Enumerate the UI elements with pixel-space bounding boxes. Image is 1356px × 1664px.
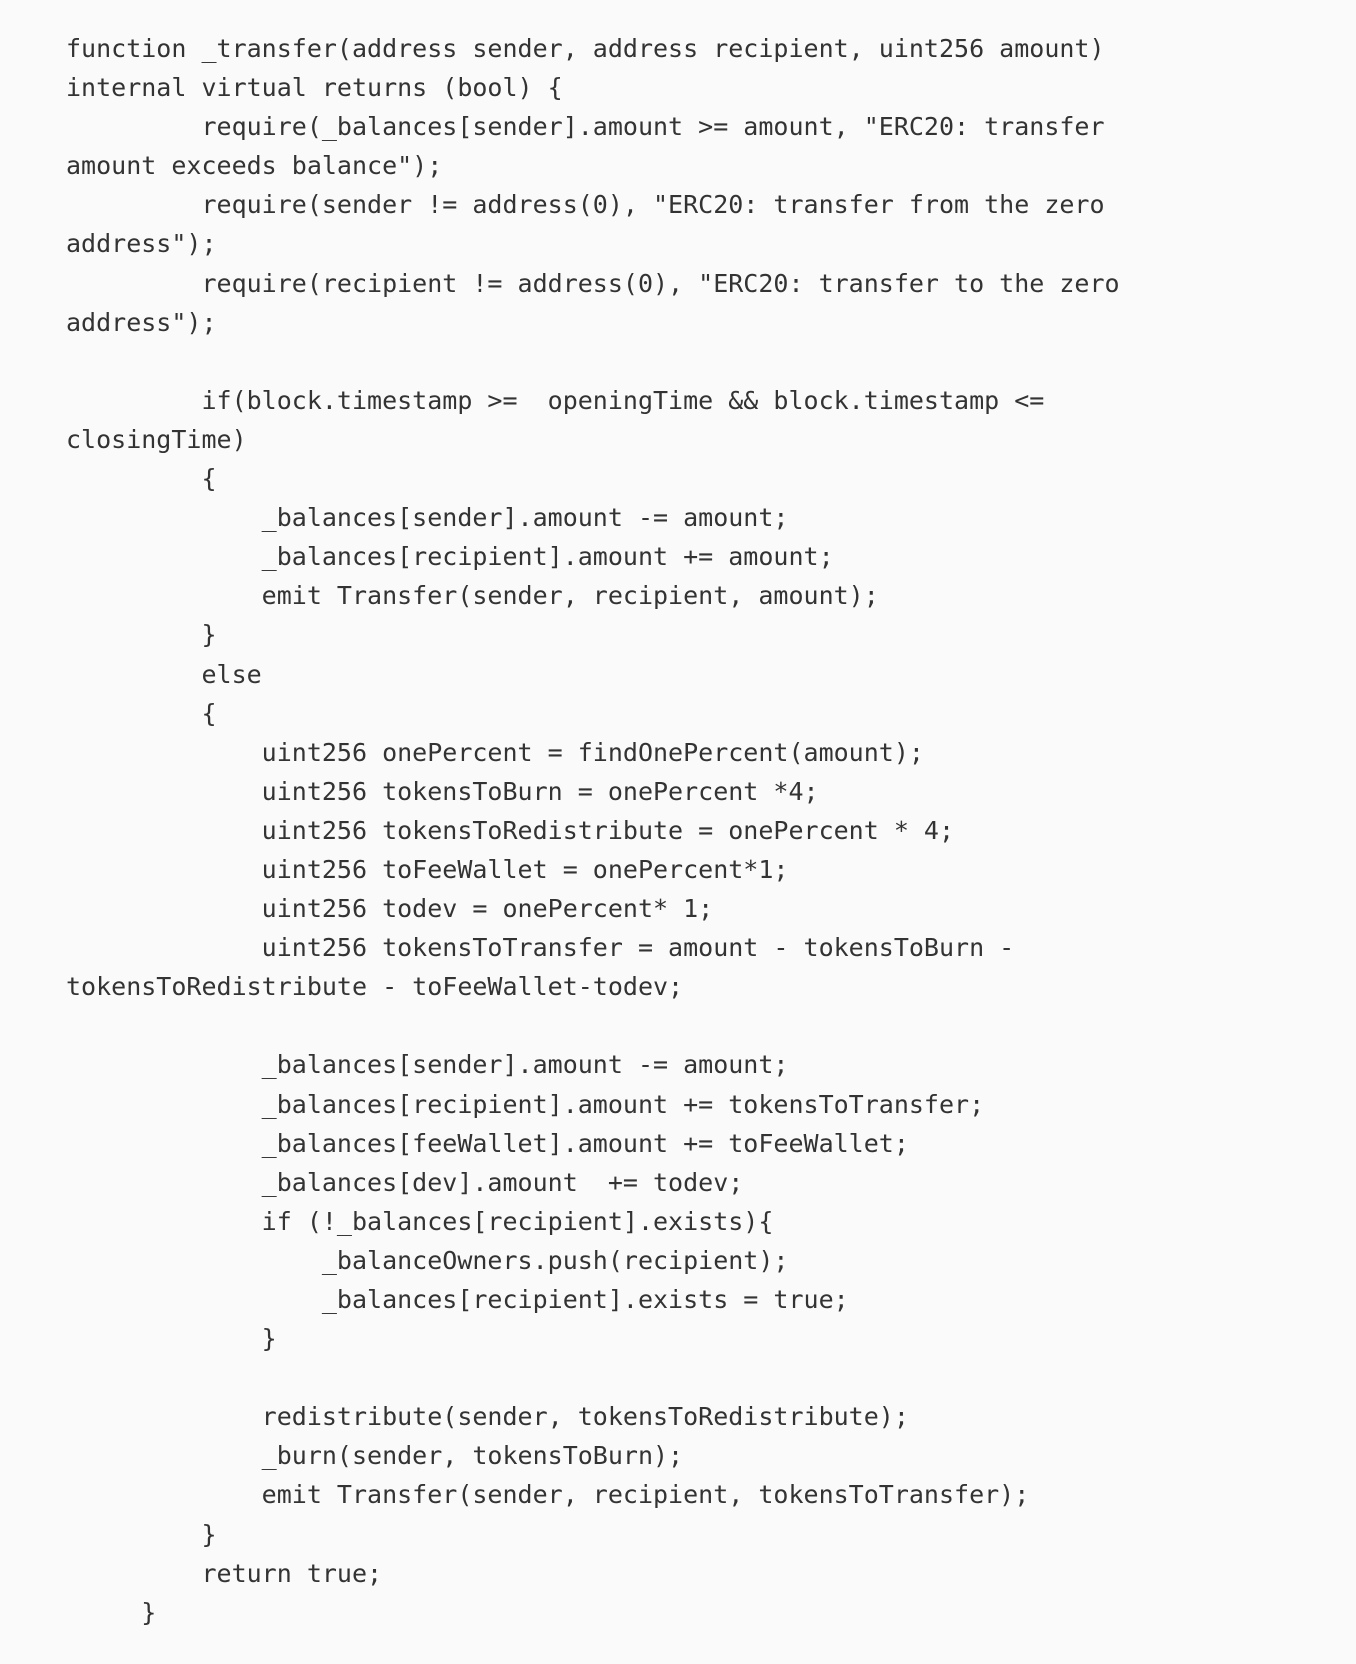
code-line: _balances[recipient].amount += amount; (66, 542, 834, 572)
code-line: else (66, 659, 262, 689)
code-line: uint256 onePercent = findOnePercent(amount); (66, 737, 924, 767)
code-line: closingTime) (66, 424, 247, 454)
code-line: address"); (66, 229, 217, 259)
code-line: redistribute(sender, tokensToRedistribute); (66, 1402, 909, 1432)
code-line: _burn(sender, tokensToBurn); (66, 1441, 684, 1471)
code-line: amount exceeds balance"); (66, 151, 443, 181)
code-line: _balances[recipient].amount += tokensToTransfer; (66, 1089, 985, 1119)
code-line: _balances[feeWallet].amount += toFeeWallet; (66, 1128, 909, 1158)
code-line: } (66, 1324, 277, 1354)
code-line: } (66, 1519, 217, 1549)
code-line: _balances[sender].amount -= amount; (66, 503, 789, 533)
code-line (66, 1006, 1356, 1045)
code-line: _balances[sender].amount -= amount; (66, 1050, 789, 1080)
code-line: require(recipient != address(0), "ERC20: transfer to the zero (66, 268, 1120, 298)
code-line: require(_balances[sender].amount >= amount, "ERC20: transfer (66, 112, 1105, 142)
code-line: } (66, 1597, 157, 1627)
code-line: uint256 tokensToTransfer = amount - tokensToBurn - (66, 933, 1015, 963)
code-line: { (66, 698, 217, 728)
code-line: uint256 todev = onePercent* 1; (66, 894, 714, 924)
code-line: _balances[dev].amount += todev; (66, 1167, 744, 1197)
code-line: uint256 tokensToRedistribute = onePercent * 4; (66, 815, 955, 845)
code-line: emit Transfer(sender, recipient, tokensToTransfer); (66, 1480, 1030, 1510)
code-line: } (66, 620, 217, 650)
code-line: if (!_balances[recipient].exists){ (66, 1206, 774, 1236)
code-line: { (66, 464, 217, 494)
code-line (66, 1358, 1356, 1397)
code-line: function _transfer(address sender, address recipient, uint256 amount) (66, 34, 1105, 63)
code-line: require(sender != address(0), "ERC20: transfer from the zero (66, 190, 1105, 220)
code-line: internal virtual returns (bool) { (66, 73, 563, 103)
code-line: return true; (66, 1558, 383, 1588)
code-line: uint256 tokensToBurn = onePercent *4; (66, 776, 819, 806)
code-line: _balances[recipient].exists = true; (66, 1285, 849, 1314)
code-line: if(block.timestamp >= openingTime && block.timestamp <= (66, 385, 1045, 415)
code-line (66, 342, 1356, 381)
code-line: address"); (66, 307, 217, 337)
code-line: tokensToRedistribute - toFeeWallet-todev; (66, 972, 684, 1002)
code-line: uint256 toFeeWallet = onePercent*1; (66, 854, 789, 884)
code-line: emit Transfer(sender, recipient, amount); (66, 581, 879, 611)
code-line: _balanceOwners.push(recipient); (66, 1245, 789, 1275)
